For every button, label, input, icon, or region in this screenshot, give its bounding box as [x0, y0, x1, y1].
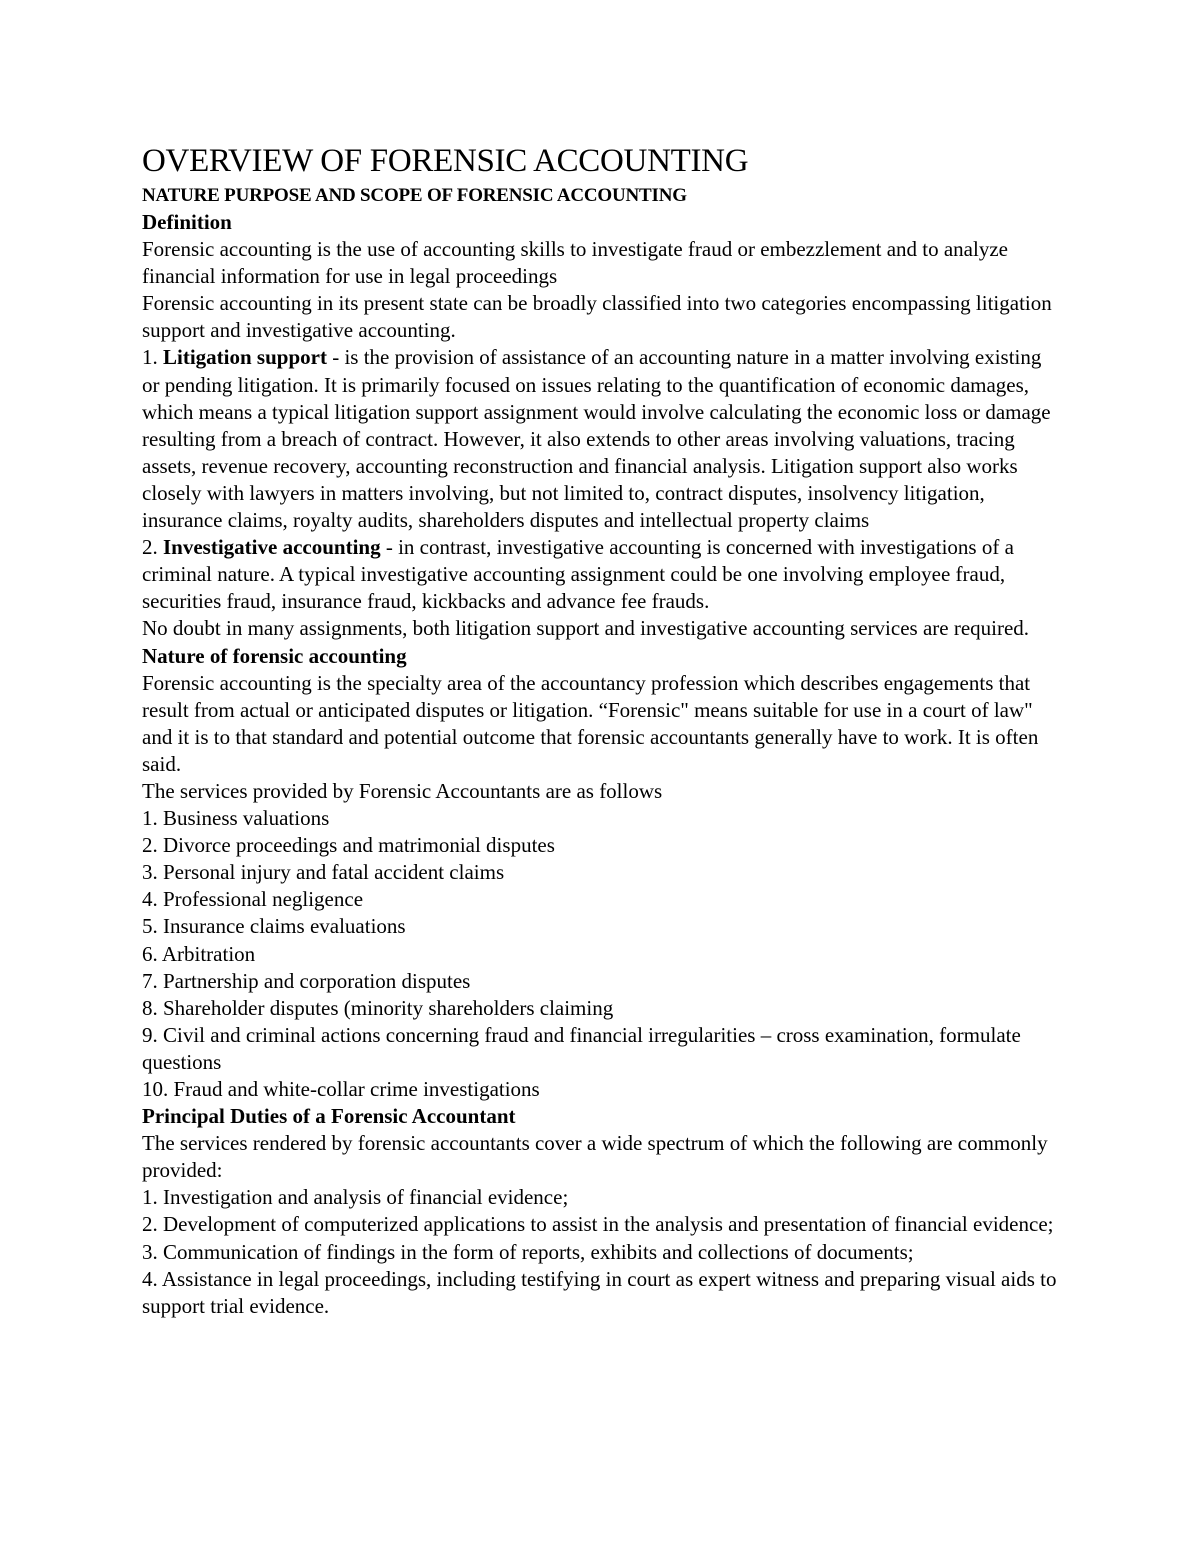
nature-heading: Nature of forensic accounting [142, 643, 407, 668]
list-item: 2. Development of computerized applications to assist in the analysis and presentation of financial evidence; [142, 1212, 1054, 1237]
definition-paragraph: Forensic accounting is the use of accounting skills to investigate fraud or embezzlement and to analyze financial information for use in legal proceedings [142, 237, 1008, 289]
document-title: OVERVIEW OF FORENSIC ACCOUNTING [142, 143, 749, 179]
category-term: Litigation support [163, 345, 327, 370]
list-item: 10. Fraud and white-collar crime investigations [142, 1077, 540, 1101]
list-item: 2. Divorce proceedings and matrimonial disputes [142, 833, 555, 858]
list-item: 8. Shareholder disputes (minority shareholders claiming [142, 995, 614, 1020]
category-litigation-support [142, 344, 1062, 534]
list-item: 9. Civil and criminal actions concerning fraud and financial irregularities – cross examination, formulate questions [142, 1022, 1021, 1074]
list-item: 5. Insurance claims evaluations [142, 914, 406, 939]
category-text: - in contrast, investigative accounting is concerned with investigations of a criminal nature. A typical investigative accounting assignment could be one involving employee fraud, securities fraud, insurance fraud, kickbacks and advance fee frauds. [142, 535, 1014, 614]
list-item: 1. Investigation and analysis of financial evidence; [142, 1185, 569, 1210]
duties-intro: The services rendered by forensic accountants cover a wide spectrum of which the following are commonly provided: [142, 1131, 1048, 1183]
no-doubt-paragraph: No doubt in many assignments, both litigation support and investigative accounting services are required. [142, 616, 1030, 641]
duties-heading: Principal Duties of a Forensic Accountant [142, 1104, 516, 1129]
category-number: 2. [142, 535, 163, 560]
document-subtitle: NATURE PURPOSE AND SCOPE OF FORENSIC ACCOUNTING [142, 185, 687, 206]
category-term: Investigative accounting [163, 535, 381, 560]
categories-paragraph: Forensic accounting in its present state can be broadly classified into two categories encompassing litigation support and investigative accounting. [142, 291, 1052, 343]
category-number: 1. [142, 345, 163, 370]
definition-heading: Definition [142, 210, 232, 234]
list-item: 6. Arbitration [142, 941, 256, 966]
list-item: 3. Personal injury and fatal accident claims [142, 860, 505, 885]
category-text: - is the provision of assistance of an accounting nature in a matter involving existing or pending litigation. It is primarily focused on issues relating to the quantification of economic damages, which means a typical litigation support assignment would involve calculating the economic loss or damage resulting from a breach of contract. However, it also extends to other areas involving valuations, tracing assets, revenue recovery, accounting reconstruction and financial analysis. Litigation support also works closely with lawyers in matters involving, but not limited to, contract disputes, insolvency litigation, insurance claims, royalty audits, shareholders disputes and intellectual property claims [142, 345, 1051, 533]
document-page [142, 140, 1062, 1320]
list-item: 1. Business valuations [142, 806, 330, 831]
services-intro: The services provided by Forensic Accountants are as follows [142, 778, 663, 803]
list-item: 7. Partnership and corporation disputes [142, 968, 471, 993]
category-investigative-accounting [142, 534, 1062, 615]
list-item: 4. Assistance in legal proceedings, including testifying in court as expert witness and preparing visual aids to support trial evidence. [142, 1266, 1057, 1318]
nature-paragraph: Forensic accounting is the specialty area of the accountancy profession which describes engagements that result from actual or anticipated disputes or litigation. “Forensic" means suitable for use in a court of law" and it is to that standard and potential outcome that forensic accountants generally have to work. It is often said. [142, 670, 1039, 776]
list-item: 4. Professional negligence [142, 887, 364, 912]
list-item: 3. Communication of findings in the form of reports, exhibits and collections of documents; [142, 1239, 914, 1264]
